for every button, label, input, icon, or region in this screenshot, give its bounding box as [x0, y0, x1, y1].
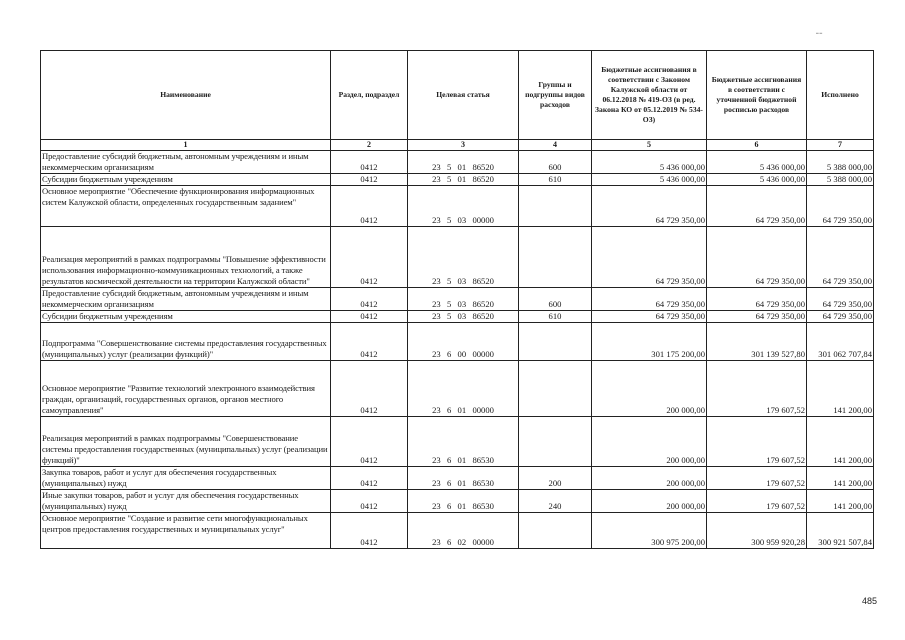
- row-assign-law: 300 975 200,00: [592, 513, 707, 549]
- row-name: Реализация мероприятий в рамках подпрограммы "Повышение эффективности использования информационно-коммуникационных технологий, а также результатов космической деятельности на территории Калужской области": [41, 227, 331, 288]
- header-assign-law: Бюджетные ассигнования в соответствии с Законом Калужской области от 06.12.2018 № 419-ОЗ (в ред. Закона КО от 05.12.2019 № 534-ОЗ): [592, 51, 707, 140]
- row-target: 23 6 01 00000: [408, 361, 519, 417]
- row-section: 0412: [331, 513, 408, 549]
- row-assign-refined: 179 607,52: [707, 490, 807, 513]
- row-name: Подпрограмма "Совершенствование системы предоставления государственных (муниципальных) услуг (реализации функций)": [41, 323, 331, 361]
- row-executed: 141 200,00: [807, 361, 874, 417]
- row-group: 600: [519, 288, 592, 311]
- row-name: Предоставление субсидий бюджетным, автономным учреждениям и иным некоммерческим организациям: [41, 288, 331, 311]
- row-executed: 64 729 350,00: [807, 311, 874, 323]
- row-section: 0412: [331, 174, 408, 186]
- row-target: 23 6 01 86530: [408, 467, 519, 490]
- table-row: [41, 288, 874, 311]
- row-group: [519, 323, 592, 361]
- column-number: 5: [592, 140, 707, 151]
- row-assign-law: 64 729 350,00: [592, 288, 707, 311]
- row-assign-law: 200 000,00: [592, 361, 707, 417]
- row-assign-refined: 64 729 350,00: [707, 186, 807, 227]
- row-section: 0412: [331, 490, 408, 513]
- row-name: Основное мероприятие "Обеспечение функционирования информационных систем Калужской области, определенных государственным заданием": [41, 186, 331, 227]
- row-target: 23 6 00 00000: [408, 323, 519, 361]
- row-group: 600: [519, 151, 592, 174]
- row-section: 0412: [331, 467, 408, 490]
- row-target: 23 5 03 86520: [408, 311, 519, 323]
- row-target: 23 6 01 86530: [408, 417, 519, 467]
- row-executed: 141 200,00: [807, 467, 874, 490]
- row-name: Закупка товаров, работ и услуг для обеспечения государственных (муниципальных) нужд: [41, 467, 331, 490]
- header-target: Целевая статья: [408, 51, 519, 140]
- row-executed: 5 388 000,00: [807, 151, 874, 174]
- row-group: [519, 417, 592, 467]
- row-assign-refined: 5 436 000,00: [707, 151, 807, 174]
- budget-table-container: [40, 50, 873, 549]
- row-assign-refined: 5 436 000,00: [707, 174, 807, 186]
- scan-mark: ¦: [815, 32, 823, 35]
- row-executed: 141 200,00: [807, 490, 874, 513]
- row-section: 0412: [331, 323, 408, 361]
- row-target: 23 5 01 86520: [408, 151, 519, 174]
- table-row: [41, 227, 874, 288]
- header-name: Наименование: [41, 51, 331, 140]
- row-target: 23 6 01 86530: [408, 490, 519, 513]
- row-assign-law: 64 729 350,00: [592, 186, 707, 227]
- row-assign-refined: 179 607,52: [707, 467, 807, 490]
- row-group: 200: [519, 467, 592, 490]
- row-group: [519, 361, 592, 417]
- table-row: [41, 467, 874, 490]
- row-assign-refined: 64 729 350,00: [707, 288, 807, 311]
- table-body: [41, 151, 874, 549]
- row-section: 0412: [331, 417, 408, 467]
- row-name: Субсидии бюджетным учреждениям: [41, 174, 331, 186]
- row-name: Основное мероприятие "Создание и развитие сети многофункциональных центров предоставления государственных и муниципальных услуг": [41, 513, 331, 549]
- row-assign-refined: 301 139 527,80: [707, 323, 807, 361]
- header-section: Раздел, подраздел: [331, 51, 408, 140]
- row-section: 0412: [331, 361, 408, 417]
- table-row: [41, 151, 874, 174]
- row-name: Иные закупки товаров, работ и услуг для обеспечения государственных (муниципальных) нужд: [41, 490, 331, 513]
- column-number: 2: [331, 140, 408, 151]
- row-executed: 64 729 350,00: [807, 288, 874, 311]
- row-target: 23 5 03 86520: [408, 227, 519, 288]
- row-executed: 64 729 350,00: [807, 186, 874, 227]
- column-number: 1: [41, 140, 331, 151]
- page-number: 485: [862, 596, 878, 606]
- row-assign-law: 64 729 350,00: [592, 311, 707, 323]
- row-name: Субсидии бюджетным учреждениям: [41, 311, 331, 323]
- row-executed: 5 388 000,00: [807, 174, 874, 186]
- row-group: [519, 513, 592, 549]
- row-section: 0412: [331, 288, 408, 311]
- row-assign-refined: 64 729 350,00: [707, 227, 807, 288]
- row-assign-law: 64 729 350,00: [592, 227, 707, 288]
- budget-table: [40, 50, 874, 549]
- column-number: 4: [519, 140, 592, 151]
- row-group: [519, 186, 592, 227]
- table-row: [41, 174, 874, 186]
- row-assign-law: 5 436 000,00: [592, 174, 707, 186]
- table-row: [41, 490, 874, 513]
- header-executed: Исполнено: [807, 51, 874, 140]
- row-group: 610: [519, 174, 592, 186]
- row-assign-law: 200 000,00: [592, 417, 707, 467]
- row-executed: 141 200,00: [807, 417, 874, 467]
- row-assign-law: 301 175 200,00: [592, 323, 707, 361]
- table-row: [41, 311, 874, 323]
- row-executed: 301 062 707,84: [807, 323, 874, 361]
- table-row: [41, 323, 874, 361]
- row-executed: 64 729 350,00: [807, 227, 874, 288]
- row-assign-refined: 300 959 920,28: [707, 513, 807, 549]
- table-row: [41, 361, 874, 417]
- row-target: 23 6 02 00000: [408, 513, 519, 549]
- header-assign-refined: Бюджетные ассигнования в соответствии с уточненной бюджетной росписью расходов: [707, 51, 807, 140]
- row-assign-refined: 179 607,52: [707, 417, 807, 467]
- row-name: Реализация мероприятий в рамках подпрограммы "Совершенствование системы предоставления государственных (муниципальных) услуг (реализации функций)": [41, 417, 331, 467]
- row-assign-law: 5 436 000,00: [592, 151, 707, 174]
- row-section: 0412: [331, 227, 408, 288]
- row-group: [519, 227, 592, 288]
- column-number: 3: [408, 140, 519, 151]
- row-group: 240: [519, 490, 592, 513]
- row-name: Предоставление субсидий бюджетным, автономным учреждениям и иным некоммерческим организациям: [41, 151, 331, 174]
- column-number-row: [41, 140, 874, 151]
- column-number: 6: [707, 140, 807, 151]
- table-row: [41, 186, 874, 227]
- row-assign-law: 200 000,00: [592, 467, 707, 490]
- table-row: [41, 513, 874, 549]
- row-target: 23 5 01 86520: [408, 174, 519, 186]
- row-section: 0412: [331, 151, 408, 174]
- row-name: Основное мероприятие "Развитие технологий электронного взаимодействия граждан, организаций, государственных органов, органов местного самоуправления": [41, 361, 331, 417]
- row-group: 610: [519, 311, 592, 323]
- row-target: 23 5 03 00000: [408, 186, 519, 227]
- row-section: 0412: [331, 186, 408, 227]
- table-row: [41, 417, 874, 467]
- row-target: 23 5 03 86520: [408, 288, 519, 311]
- table-header: [41, 51, 874, 151]
- row-executed: 300 921 507,84: [807, 513, 874, 549]
- row-assign-law: 200 000,00: [592, 490, 707, 513]
- header-row: [41, 51, 874, 140]
- header-groups: Группы и подгруппы видов расходов: [519, 51, 592, 140]
- column-number: 7: [807, 140, 874, 151]
- row-section: 0412: [331, 311, 408, 323]
- row-assign-refined: 179 607,52: [707, 361, 807, 417]
- row-assign-refined: 64 729 350,00: [707, 311, 807, 323]
